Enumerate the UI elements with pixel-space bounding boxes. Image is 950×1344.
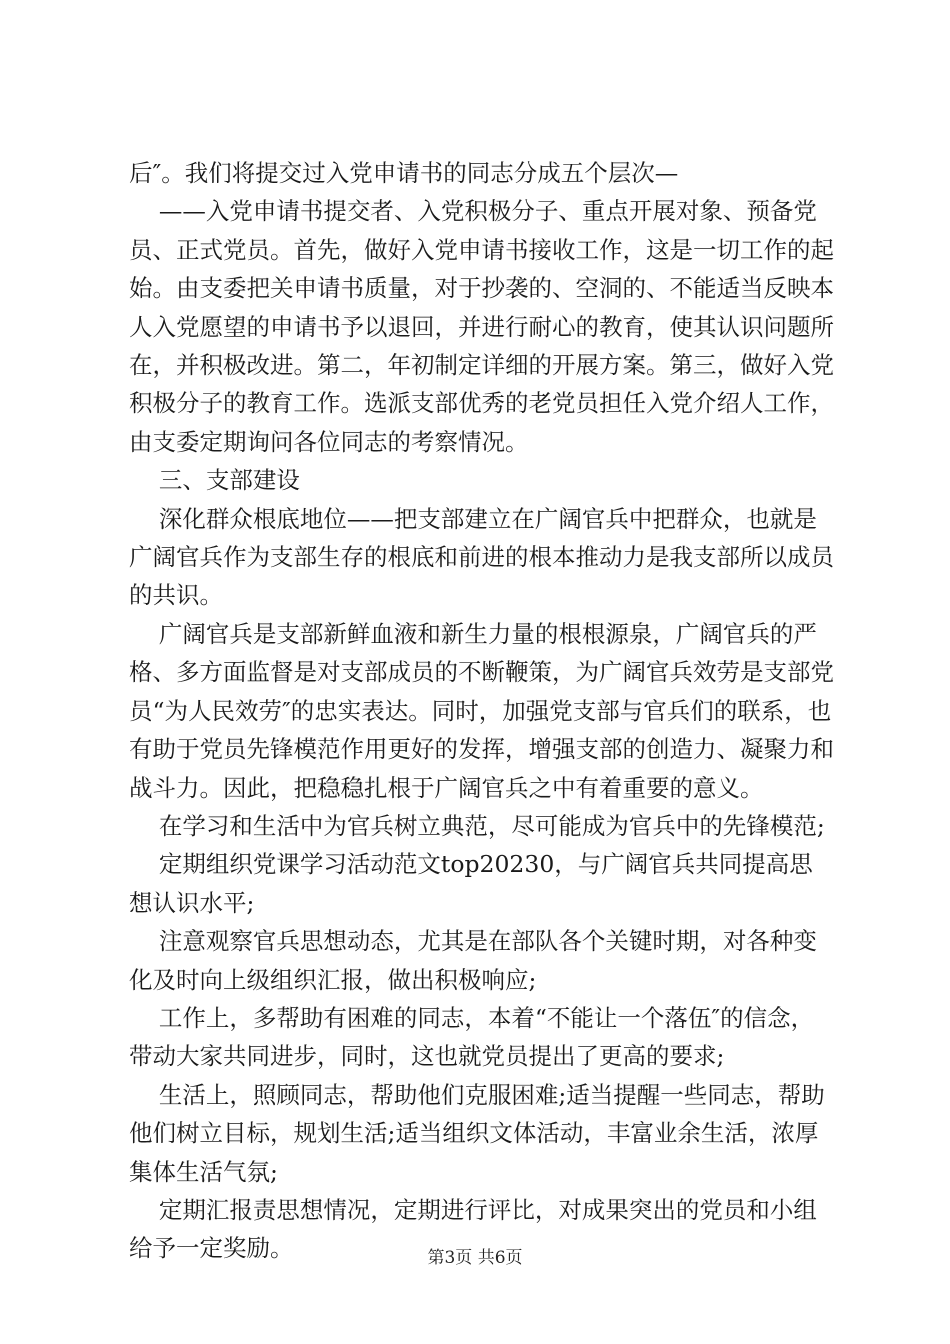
page-number-footer: 第3页 共6页 xyxy=(427,1248,523,1268)
paragraph: 广阔官兵是支部新鲜血液和新生力量的根根源泉，广阔官兵的严格、多方面监督是对支部成员的不断鞭策，为广阔官兵效劳是支部党员“为人民效劳″的忠实表达。同时，加强党支部与官兵们的联系，也有助于党员先锋模范作用更好的发挥，增强支部的创造力、凝聚力和战斗力。因此，把稳稳扎根于广阔官兵之中有着重要的意义。 xyxy=(129,619,834,802)
paragraph: 深化群众根底地位——把支部建立在广阔官兵中把群众，也就是广阔官兵作为支部生存的根底和前进的根本推动力是我支部所以成员的共识。 xyxy=(129,504,834,610)
document-body xyxy=(129,154,834,1268)
section-heading: 三、支部建设 xyxy=(129,466,300,495)
paragraph: 注意观察官兵思想动态，尤其是在部队各个关键时期，对各种变化及时向上级组织汇报，做出积极响应; xyxy=(129,927,817,994)
paragraph: 后″。我们将提交过入党申请书的同志分成五个层次— xyxy=(129,159,679,187)
paragraph: 工作上，多帮助有困难的同志，本着“不能让一个落伍″的信念，带动大家共同进步，同时，这也就党员提出了更高的要求; xyxy=(129,1003,815,1071)
paragraph: 定期组织党课学习活动范文top20230，与广阔官兵共同提高思想认识水平; xyxy=(129,850,813,917)
paragraph: 定期汇报责思想情况，定期进行评比，对成果突出的党员和小组给予一定奖励。 xyxy=(129,1195,817,1263)
paragraph: 在学习和生活中为官兵树立典范，尽可能成为官兵中的先锋模范; xyxy=(129,811,825,840)
paragraph: ——入党申请书提交者、入党积极分子、重点开展对象、预备党员、正式党员。首先，做好入党申请书接收工作，这是一切工作的起始。由支委把关申请书质量，对于抄袭的、空洞的、不能适当反映本人入党愿望的申请书予以退回，并进行耐心的教育，使其认识问题所在，并积极改进。第二，年初制定详细的开展方案。第三，做好入党积极分子的教育工作。选派支部优秀的老党员担任入党介绍人工作，由支委定期询问各位同志的考察情况。 xyxy=(129,197,834,456)
paragraph: 生活上，照顾同志，帮助他们克服困难;适当提醒一些同志，帮助他们树立目标，规划生活;适当组织文体活动，丰富业余生活，浓厚集体生活气氛; xyxy=(129,1080,825,1186)
